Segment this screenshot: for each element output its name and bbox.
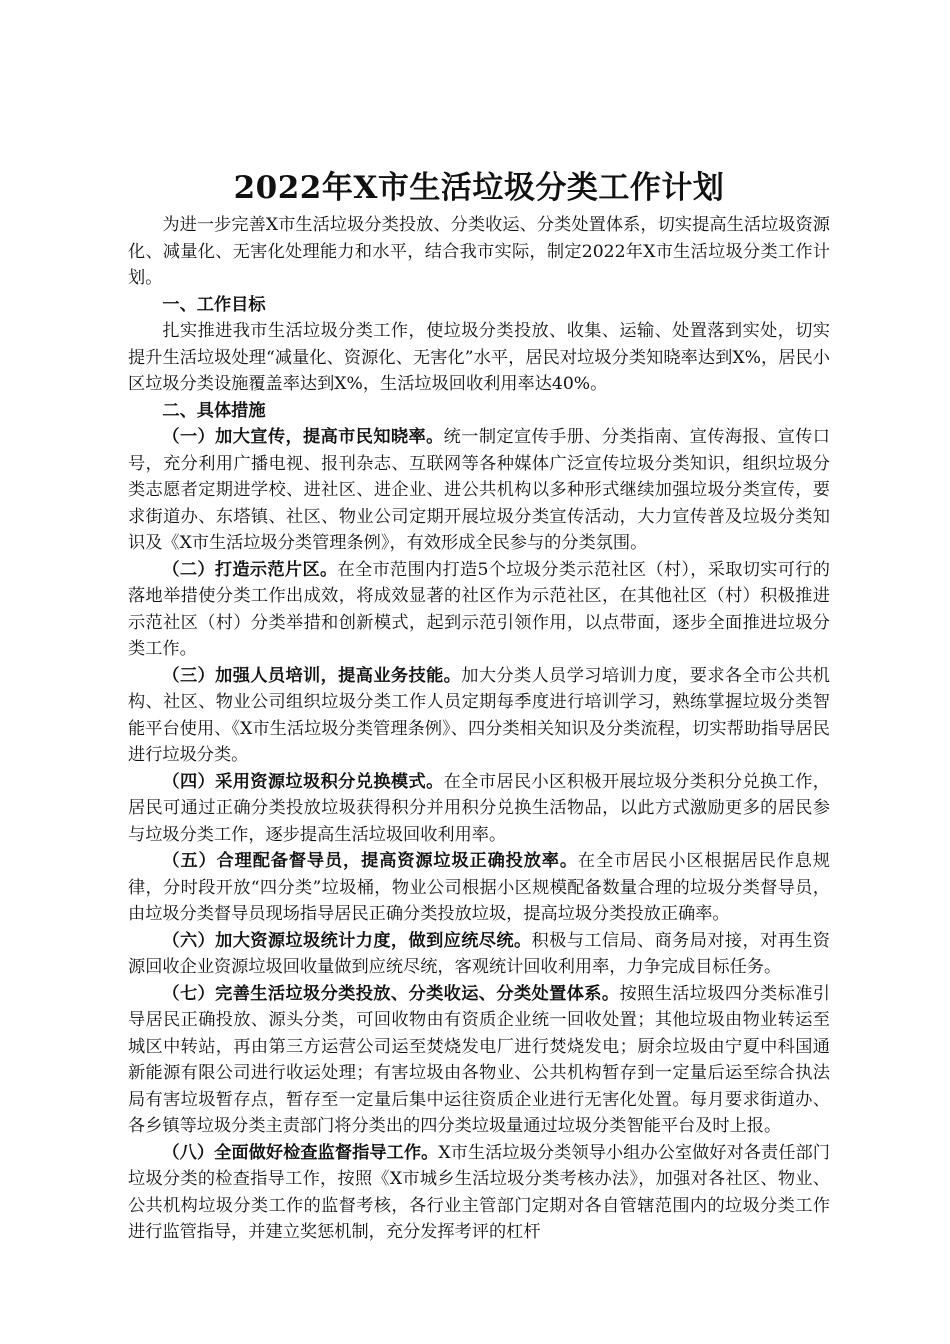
measure-item-3 (128, 663, 830, 769)
measure-item-text: 在全市范围内打造5个垃圾分类示范社区（村），采取切实可行的落地举措使分类工作出成效，将成效显著的社区作为示范社区，在其他社区（村）积极推进示范社区（村）分类举措和创新模式，起到示范引领作用，以点带面，逐步全面推进垃圾分类工作。 (128, 559, 830, 659)
measure-item-lead: （四）采用资源垃圾积分兑换模式。 (162, 771, 444, 792)
measure-item-text: 加大分类人员学习培训力度，要求各全市公共机构、社区、物业公司组织垃圾分类工作人员定期每季度进行培训学习，熟练掌握垃圾分类智能平台使用、《X市生活垃圾分类管理条例》、四分类相关知识及分类流程，切实帮助指导居民进行垃圾分类。 (128, 665, 830, 765)
measure-item-lead: （六）加大资源垃圾统计力度，做到应统尽统。 (162, 930, 532, 951)
document-title: 2022年X市生活垃圾分类工作计划 (233, 170, 725, 206)
measure-item-text: 统一制定宣传手册、分类指南、宣传海报、宣传口号，充分利用广播电视、报刊杂志、互联网等各种媒体广泛宣传垃圾分类知识，组织垃圾分类志愿者定期进学校、进社区、进企业、进公共机构以多种形式继续加强垃圾分类宣传，要求街道办、东塔镇、社区、物业公司定期开展垃圾分类宣传活动，大力宣传普及垃圾分类知识及《X市生活垃圾分类管理条例》，有效形成全民参与的分类氛围。 (128, 427, 830, 553)
measure-item-text: 积极与工信局、商务局对接，对再生资源回收企业资源垃圾回收量做到应统尽统，客观统计回收利用率，力争完成目标任务。 (128, 930, 830, 977)
measure-item-lead: （八）全面做好检查监督指导工作。 (162, 1142, 439, 1163)
measure-item-5 (128, 848, 830, 928)
measure-item-7 (128, 981, 830, 1140)
measure-item-lead: （七）完善生活垃圾分类投放、分类收运、分类处置体系。 (162, 983, 620, 1004)
section-heading-goals: 一、工作目标 (162, 294, 266, 315)
measure-item-2 (128, 557, 830, 663)
measure-item-lead: （三）加强人员培训，提高业务技能。 (162, 665, 462, 686)
measure-item-4 (128, 769, 830, 849)
measure-item-8 (128, 1140, 830, 1246)
measure-item-text: 在全市居民小区根据居民作息规律，分时段开放“四分类”垃圾桶，物业公司根据小区规模配备数量合理的垃圾分类督导员，由垃圾分类督导员现场指导居民正确分类投放垃圾，提高垃圾分类投放正确率。 (128, 851, 830, 924)
measure-item-1 (128, 424, 830, 557)
document-page (128, 168, 830, 1246)
measure-item-lead: （一）加大宣传，提高市民知晓率。 (162, 427, 444, 447)
section-heading-measures: 二、具体措施 (162, 400, 266, 421)
measure-item-6 (128, 928, 830, 981)
measure-item-lead: （五）合理配备督导员，提高资源垃圾正确投放率。 (162, 851, 578, 871)
intro-paragraph: 为进一步完善X市生活垃圾分类投放、分类收运、分类处置体系，切实提高生活垃圾资源化、减量化、无害化处理能力和水平，结合我市实际，制定2022年X市生活垃圾分类工作计划。 (128, 215, 830, 288)
measure-item-text: X市生活垃圾分类领导小组办公室做好对各责任部门垃圾分类的检查指导工作，按照《X市城乡生活垃圾分类考核办法》，加强对各社区、物业、公共机构垃圾分类工作的监督考核，各行业主管部门定期对各自管辖范围内的垃圾分类工作进行监管指导，并建立奖惩机制，充分发挥考评的杠杆 (128, 1142, 830, 1242)
goals-paragraph: 扎实推进我市生活垃圾分类工作，使垃圾分类投放、收集、运输、处置落到实处，切实提升生活垃圾处理“减量化、资源化、无害化”水平，居民对垃圾分类知晓率达到X%，居民小区垃圾分类设施覆盖率达到X%，生活垃圾回收利用率达40%。 (128, 321, 830, 394)
measure-item-lead: （二）打造示范片区。 (162, 559, 338, 580)
measure-item-text: 在全市居民小区积极开展垃圾分类积分兑换工作，居民可通过正确分类投放垃圾获得积分并用积分兑换生活物品，以此方式激励更多的居民参与垃圾分类工作，逐步提高生活垃圾回收利用率。 (128, 771, 830, 845)
measure-item-text: 按照生活垃圾四分类标准引导居民正确投放、源头分类，可回收物由有资质企业统一回收处置；其他垃圾由物业转运至城区中转站，再由第三方运营公司运至焚烧发电厂进行焚烧发电；厨余垃圾由宁夏中科国通新能源有限公司进行收运处理；有害垃圾由各物业、公共机构暂存到一定量后运至综合执法局有害垃圾暂存点，暂存至一定量后集中运往资质企业进行无害化处置。每月要求街道办、各乡镇等垃圾分类主责部门将分类出的四分类垃圾量通过垃圾分类智能平台及时上报。 (128, 983, 830, 1136)
